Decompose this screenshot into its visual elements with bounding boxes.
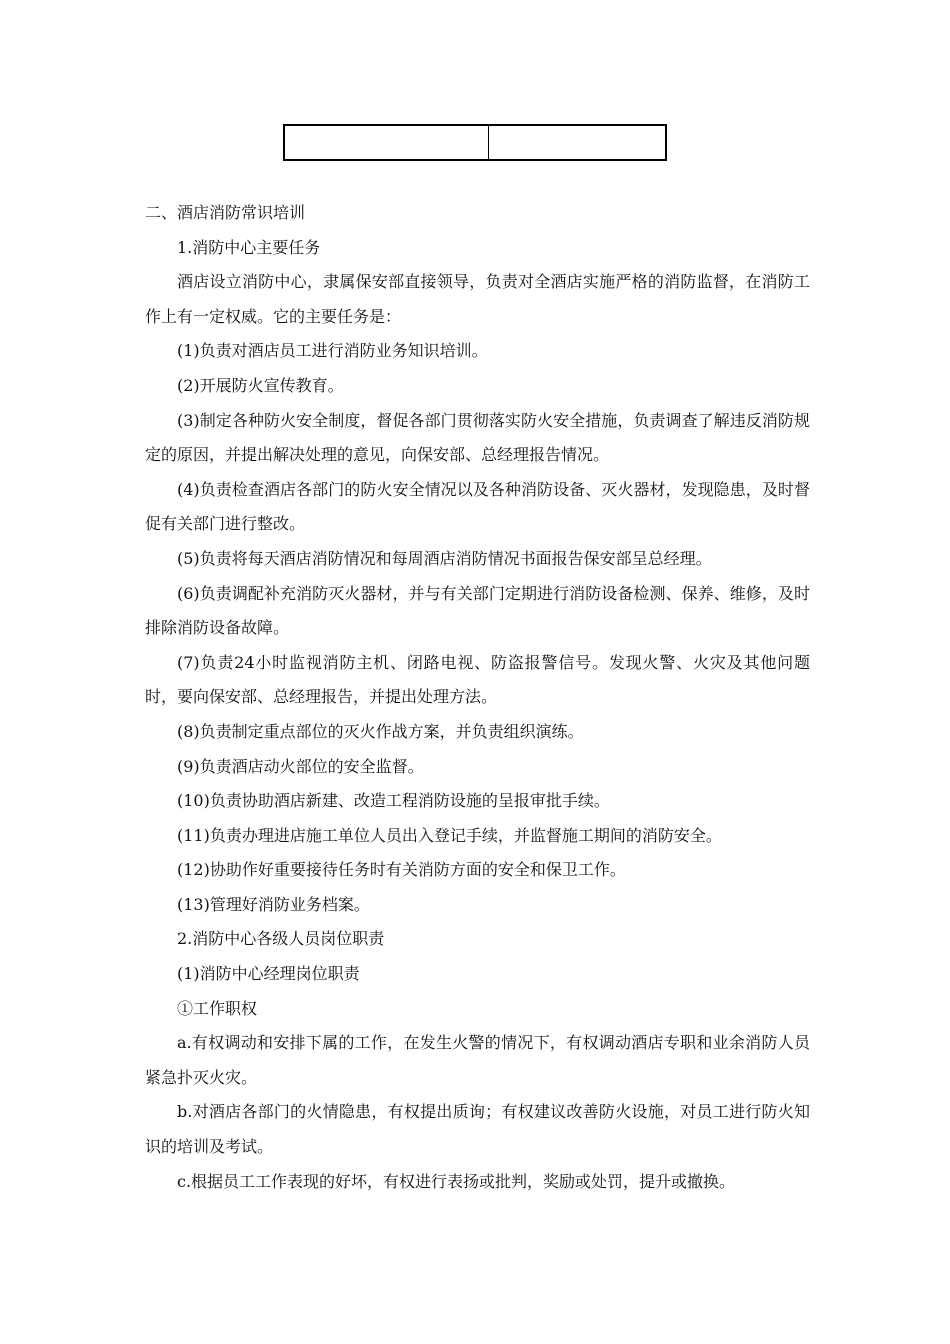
paragraph: (8)负责制定重点部位的灭火作战方案，并负责组织演练。 (177, 721, 584, 741)
paragraph-list (145, 231, 810, 1200)
paragraph: c.根据员工工作表现的好坏，有权进行表扬或批判，奖励或处罚，提升或撤换。 (177, 1171, 736, 1191)
paragraph: (10)负责协助酒店新建、改造工程消防设施的呈报审批手续。 (177, 791, 610, 811)
paragraph: 1.消防中心主要任务 (177, 237, 321, 257)
paragraph: 酒店设立消防中心，隶属保安部直接领导，负责对全酒店实施严格的消防监督，在消防工作上有一定权威。它的主要任务是： (145, 272, 810, 326)
paragraph: (3)制定各种防火安全制度，督促各部门贯彻落实防火安全措施，负责调查了解违反消防规定的原因，并提出解决处理的意见，向保安部、总经理报告情况。 (145, 410, 810, 465)
paragraph: (6)负责调配补充消防灭火器材，并与有关部门定期进行消防设备检测、保养、维修，及时排除消防设备故障。 (145, 583, 810, 638)
paragraph: (5)负责将每天酒店消防情况和每周酒店消防情况书面报告保安部呈总经理。 (177, 548, 712, 568)
paragraph: (13)管理好消防业务档案。 (177, 894, 370, 914)
paragraph: 2.消防中心各级人员岗位职责 (177, 929, 385, 949)
header-table-cell-right (489, 126, 665, 159)
paragraph: (1)消防中心经理岗位职责 (177, 964, 360, 984)
paragraph: ①工作职权 (177, 998, 258, 1018)
document-body (145, 196, 810, 1199)
section-heading: 二、酒店消防常识培训 (145, 203, 306, 222)
paragraph: (4)负责检查酒店各部门的防火安全情况以及各种消防设备、灭火器材，发现隐患，及时督促有关部门进行整改。 (145, 479, 810, 534)
paragraph: (12)协助作好重要接待任务时有关消防方面的安全和保卫工作。 (177, 860, 626, 880)
paragraph: b.对酒店各部门的火情隐患，有权提出质询；有权建议改善防火设施，对员工进行防火知识的培训及考试。 (145, 1102, 810, 1157)
header-table-cell-left (285, 126, 489, 159)
header-table (283, 124, 667, 161)
paragraph: (1)负责对酒店员工进行消防业务知识培训。 (177, 341, 488, 361)
paragraph: (11)负责办理进店施工单位人员出入登记手续，并监督施工期间的消防安全。 (177, 825, 722, 845)
paragraph: (9)负责酒店动火部位的安全监督。 (177, 756, 424, 776)
paragraph: (7)负责24小时监视消防主机、闭路电视、防盗报警信号。发现火警、火灾及其他问题时，要向保安部、总经理报告，并提出处理方法。 (145, 652, 810, 707)
paragraph: a.有权调动和安排下属的工作，在发生火警的情况下，有权调动酒店专职和业余消防人员紧急扑灭火灾。 (145, 1033, 810, 1087)
paragraph: (2)开展防火宣传教育。 (177, 375, 344, 395)
